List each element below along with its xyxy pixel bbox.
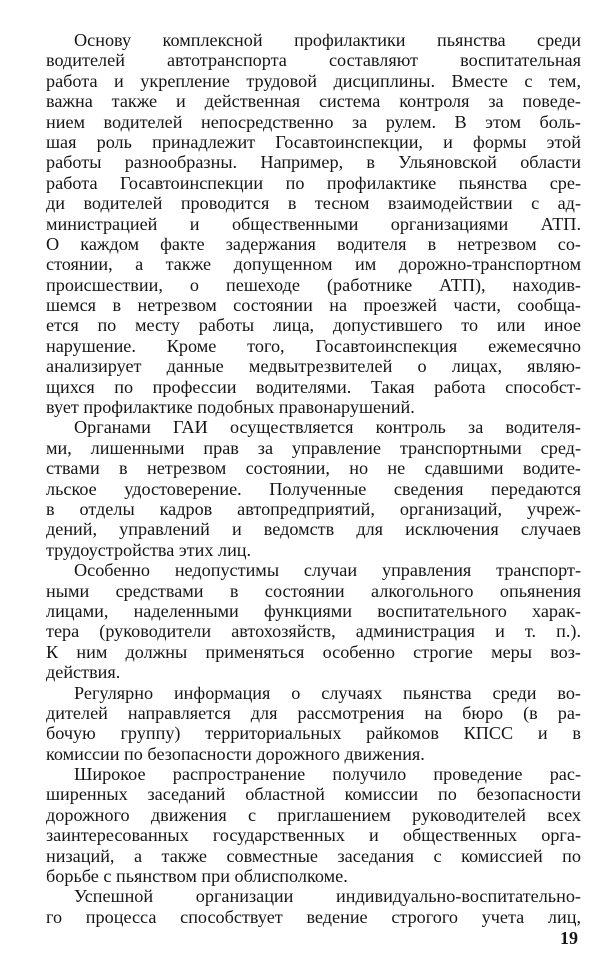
text-line: работа и укрепление трудовой дисциплины. Вместе с тем, [46,70,581,91]
paragraph [46,417,581,560]
text-line: ствами в нетрезвом состоянии, но не сдавшими водите- [46,458,581,479]
text-line: водителей автотранспорта составляют воспитательная [46,50,581,71]
text-line: Широкое распространение получило проведение рас- [74,764,581,785]
paragraph [46,886,581,927]
text-line: анализирует данные медвытрезвителей о лицах, являю- [46,356,581,377]
text-line: Основу комплексной профилактики пьянства среди [74,30,581,50]
text-line: льское удостоверение. Полученные сведения передаются [46,478,581,499]
text-line: шая роль принадлежит Госавтоинспекции, и формы этой [46,131,581,152]
text-line: го процесса способствует ведение строгого учета лиц, [46,906,581,927]
text-line: ется по месту работы лица, допустившего то или иное [46,315,581,336]
text-line: работы разнообразны. Например, в Ульяновской области [46,152,581,173]
text-line: ширенных заседаний областной комиссии по безопасности [46,784,581,805]
text-line: Регулярно информация о случаях пьянства среди во- [74,682,581,703]
text-line: О каждом факте задержания водителя в нетрезвом со- [46,233,581,254]
text-line: ди водителей проводится в тесном взаимодействии с ад- [46,193,581,214]
text-line: Успешной организации индивидуально-воспитательно- [74,886,581,907]
text-line: бочую группу) территориальных райкомов КПСС и в [46,723,581,744]
paragraph [46,764,581,886]
paragraph [46,30,581,417]
text-line: дорожного движения с приглашением руководителей всех [46,804,581,825]
text-line: нарушение. Кроме того, Госавтоинспекция ежемесячно [46,335,581,356]
text-line: ными средствами в состоянии алкогольного опьянения [46,580,581,601]
text-line: низаций, а также совместные заседания с комиссией по [46,845,581,866]
text-line: Особенно недопустимы случаи управления транспорт- [74,560,581,581]
text-line: шемся в нетрезвом состоянии на проезжей части, сообща- [46,295,581,316]
text-line: заинтересованных государственных и общественных орга- [46,825,581,846]
page-number: 19 [560,928,578,948]
text-line: работа Госавтоинспекции по профилактике пьянства сре- [46,172,581,193]
text-line: щихся по профессии водителями. Такая работа способст- [46,376,581,397]
text-line: дителей направляется для рассмотрения на бюро (в ра- [46,702,581,723]
text-line: дений, управлений и ведомств для исключения случаев [46,519,581,540]
text-line: нием водителей непосредственно за рулем. В этом боль- [46,111,581,132]
text-line: тера (руководители автохозяйств, администрация и т. п.). [46,621,581,642]
page-body [46,30,581,927]
paragraph [46,560,581,682]
text-line: стоянии, а также допущенном им дорожно-транспортном [46,254,581,275]
text-line: К ним должны применяться особенно строгие меры воз- [46,641,581,662]
text-line: Органами ГАИ осуществляется контроль за водителя- [74,417,581,438]
text-line: происшествии, о пешеходе (работнике АТП), находив- [46,274,581,295]
text-line: борьбе с пьянством при облисполкоме. [46,866,348,887]
paragraph [46,683,581,765]
text-line: трудоустройства этих лиц. [46,539,252,560]
text-line: министрацией и общественными организациями АТП. [46,213,581,234]
text-line: комиссии по безопасности дорожного движения. [46,743,425,764]
text-line: лицами, наделенными функциями воспитательного харак- [46,600,581,621]
text-line: важна также и действенная система контроля за поведе- [46,91,581,112]
text-line: ми, лишенными прав за управление транспортными сред- [46,437,581,458]
text-line: в отделы кадров автопредприятий, организаций, учреж- [46,498,581,519]
text-line: вует профилактике подобных правонарушений. [46,397,415,418]
text-line: действия. [46,662,121,683]
